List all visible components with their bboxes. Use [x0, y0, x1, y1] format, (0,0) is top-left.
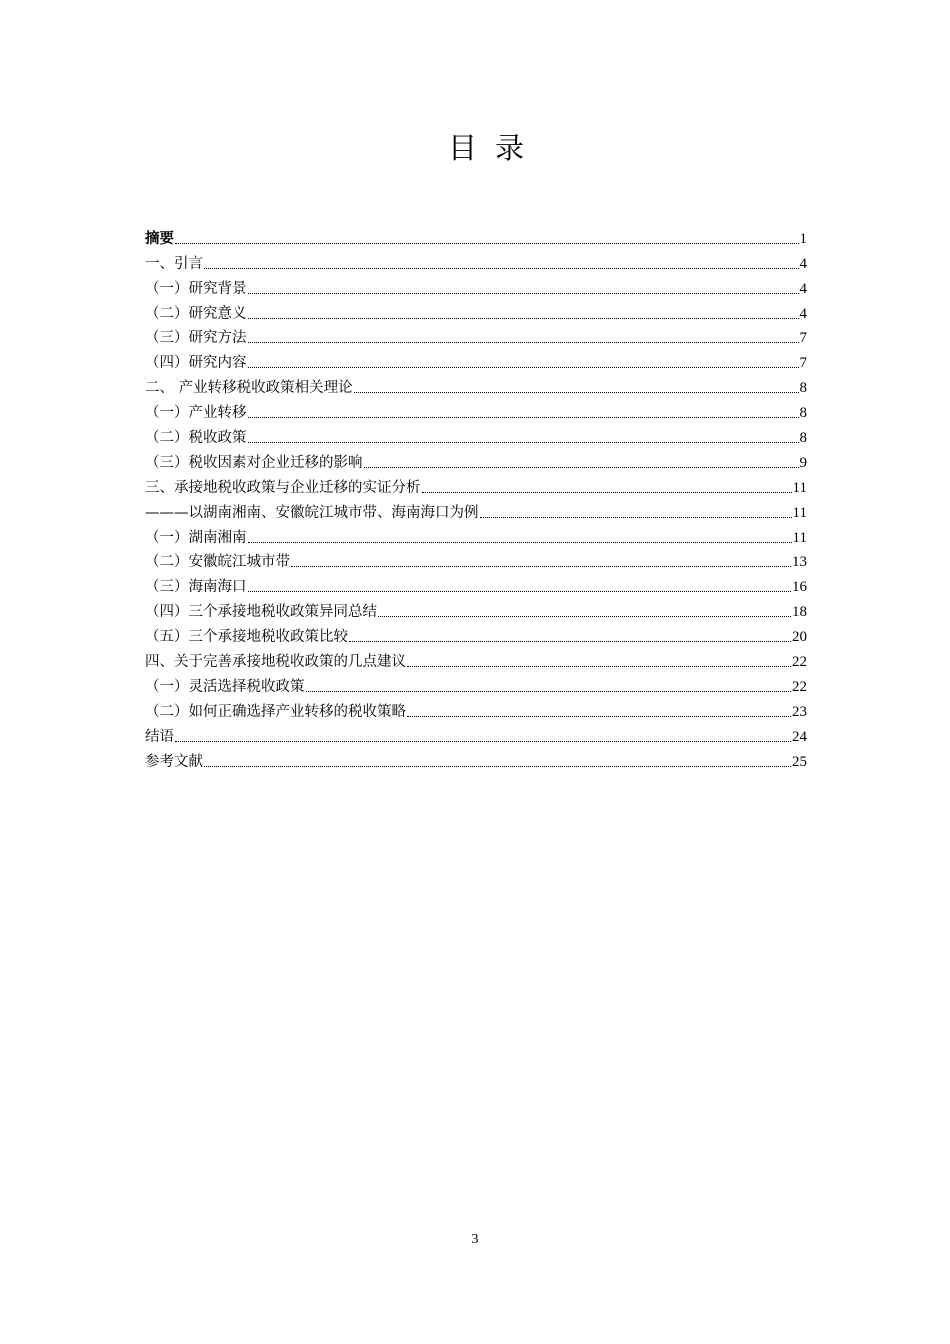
toc-entry-label: 四、关于完善承接地税收政策的几点建议 [145, 654, 406, 671]
toc-entry-page: 22 [792, 654, 807, 671]
toc-entry[interactable] [145, 324, 807, 349]
toc-entry-page: 24 [792, 728, 807, 745]
toc-dot-leader [407, 666, 791, 667]
toc-entry-page: 7 [799, 355, 807, 372]
toc-entry[interactable] [145, 498, 807, 523]
toc-entry-label: （二）安徽皖江城市带 [145, 554, 290, 571]
toc-entry-page: 18 [792, 604, 807, 621]
toc-entry[interactable] [145, 747, 807, 772]
toc-entry-page: 7 [799, 330, 807, 347]
toc-entry-page: 8 [799, 405, 807, 422]
toc-entry[interactable] [145, 348, 807, 373]
toc-entry-label: （二）研究意义 [145, 305, 247, 322]
toc-entry-page: 13 [792, 554, 807, 571]
toc-entry-page: 11 [792, 504, 807, 521]
toc-dot-leader [422, 492, 792, 493]
toc-entry-page: 4 [799, 255, 807, 272]
toc-entry[interactable] [145, 473, 807, 498]
toc-entry[interactable] [145, 597, 807, 622]
toc-entry[interactable] [145, 249, 807, 274]
toc-entry-page: 4 [799, 280, 807, 297]
toc-entry-page: 9 [799, 454, 807, 471]
toc-entry[interactable] [145, 697, 807, 722]
toc-dot-leader [248, 542, 792, 543]
toc-entry[interactable] [145, 722, 807, 747]
toc-entry-label: （一）产业转移 [145, 405, 247, 422]
toc-dot-leader [248, 591, 792, 592]
toc-entry[interactable] [145, 572, 807, 597]
toc-entry-page: 1 [799, 230, 807, 247]
toc-entry-page: 22 [792, 678, 807, 695]
toc-dot-leader [175, 741, 791, 742]
toc-dot-leader [480, 517, 792, 518]
toc-entry[interactable] [145, 622, 807, 647]
toc-entry-page: 25 [792, 753, 807, 770]
toc-dot-leader [291, 566, 791, 567]
toc-entry[interactable] [145, 548, 807, 573]
toc-dot-leader [204, 268, 799, 269]
toc-dot-leader [364, 467, 799, 468]
toc-entry[interactable] [145, 299, 807, 324]
toc-entry-page: 8 [799, 380, 807, 397]
toc-entry[interactable] [145, 672, 807, 697]
toc-dot-leader [354, 392, 799, 393]
toc-dot-leader [248, 442, 799, 443]
toc-dot-leader [204, 766, 791, 767]
toc-dot-leader [349, 641, 791, 642]
toc-entry-label: 摘要 [145, 229, 174, 247]
toc-entry-page: 4 [799, 305, 807, 322]
toc-entry[interactable] [145, 398, 807, 423]
toc-dot-leader [175, 243, 799, 244]
toc-dot-leader [248, 367, 799, 368]
toc-entry-page: 23 [792, 703, 807, 720]
toc-entry-label: （四）三个承接地税收政策异同总结 [145, 604, 377, 621]
toc-entry-label: 三、承接地税收政策与企业迁移的实证分析 [145, 479, 421, 496]
toc-entry-label: （三）海南海口 [145, 579, 247, 596]
toc-entry-page: 11 [792, 479, 807, 496]
toc-entry[interactable] [145, 423, 807, 448]
toc-entry-label: （一）研究背景 [145, 280, 247, 297]
toc-entry[interactable] [145, 647, 807, 672]
toc-entry-label: （三）研究方法 [145, 330, 247, 347]
toc-entry-label: （五）三个承接地税收政策比较 [145, 629, 348, 646]
page-number: 3 [471, 1232, 479, 1247]
toc-dot-leader [248, 318, 799, 319]
toc-entry[interactable] [145, 373, 807, 398]
toc-dot-leader [407, 716, 791, 717]
toc-entry-label: （四）研究内容 [145, 355, 247, 372]
page-title: 目录 [447, 131, 542, 165]
toc-entry[interactable] [145, 448, 807, 473]
toc-entry-page: 11 [792, 529, 807, 546]
toc-entry-label: （二）税收政策 [145, 430, 247, 447]
table-of-contents [145, 224, 807, 772]
toc-entry[interactable] [145, 224, 807, 249]
toc-entry-label: 一、引言 [145, 255, 203, 272]
toc-entry[interactable] [145, 523, 807, 548]
toc-entry-label: （一）湖南湘南 [145, 529, 247, 546]
toc-entry-label: （一）灵活选择税收政策 [145, 678, 305, 695]
toc-entry-label: 二、 产业转移税收政策相关理论 [145, 380, 353, 397]
toc-entry-page: 20 [792, 629, 807, 646]
toc-entry-label: ———以湖南湘南、安徽皖江城市带、海南海口为例 [145, 504, 479, 521]
toc-entry[interactable] [145, 274, 807, 299]
toc-dot-leader [248, 417, 799, 418]
toc-entry-label: 结语 [145, 728, 174, 745]
toc-dot-leader [378, 616, 791, 617]
toc-entry-label: 参考文献 [145, 753, 203, 770]
toc-entry-page: 16 [792, 579, 807, 596]
toc-dot-leader [248, 342, 799, 343]
toc-entry-label: （三）税收因素对企业迁移的影响 [145, 454, 363, 471]
toc-entry-page: 8 [799, 430, 807, 447]
toc-entry-label: （二）如何正确选择产业转移的税收策略 [145, 703, 406, 720]
toc-dot-leader [248, 293, 799, 294]
toc-dot-leader [306, 691, 792, 692]
